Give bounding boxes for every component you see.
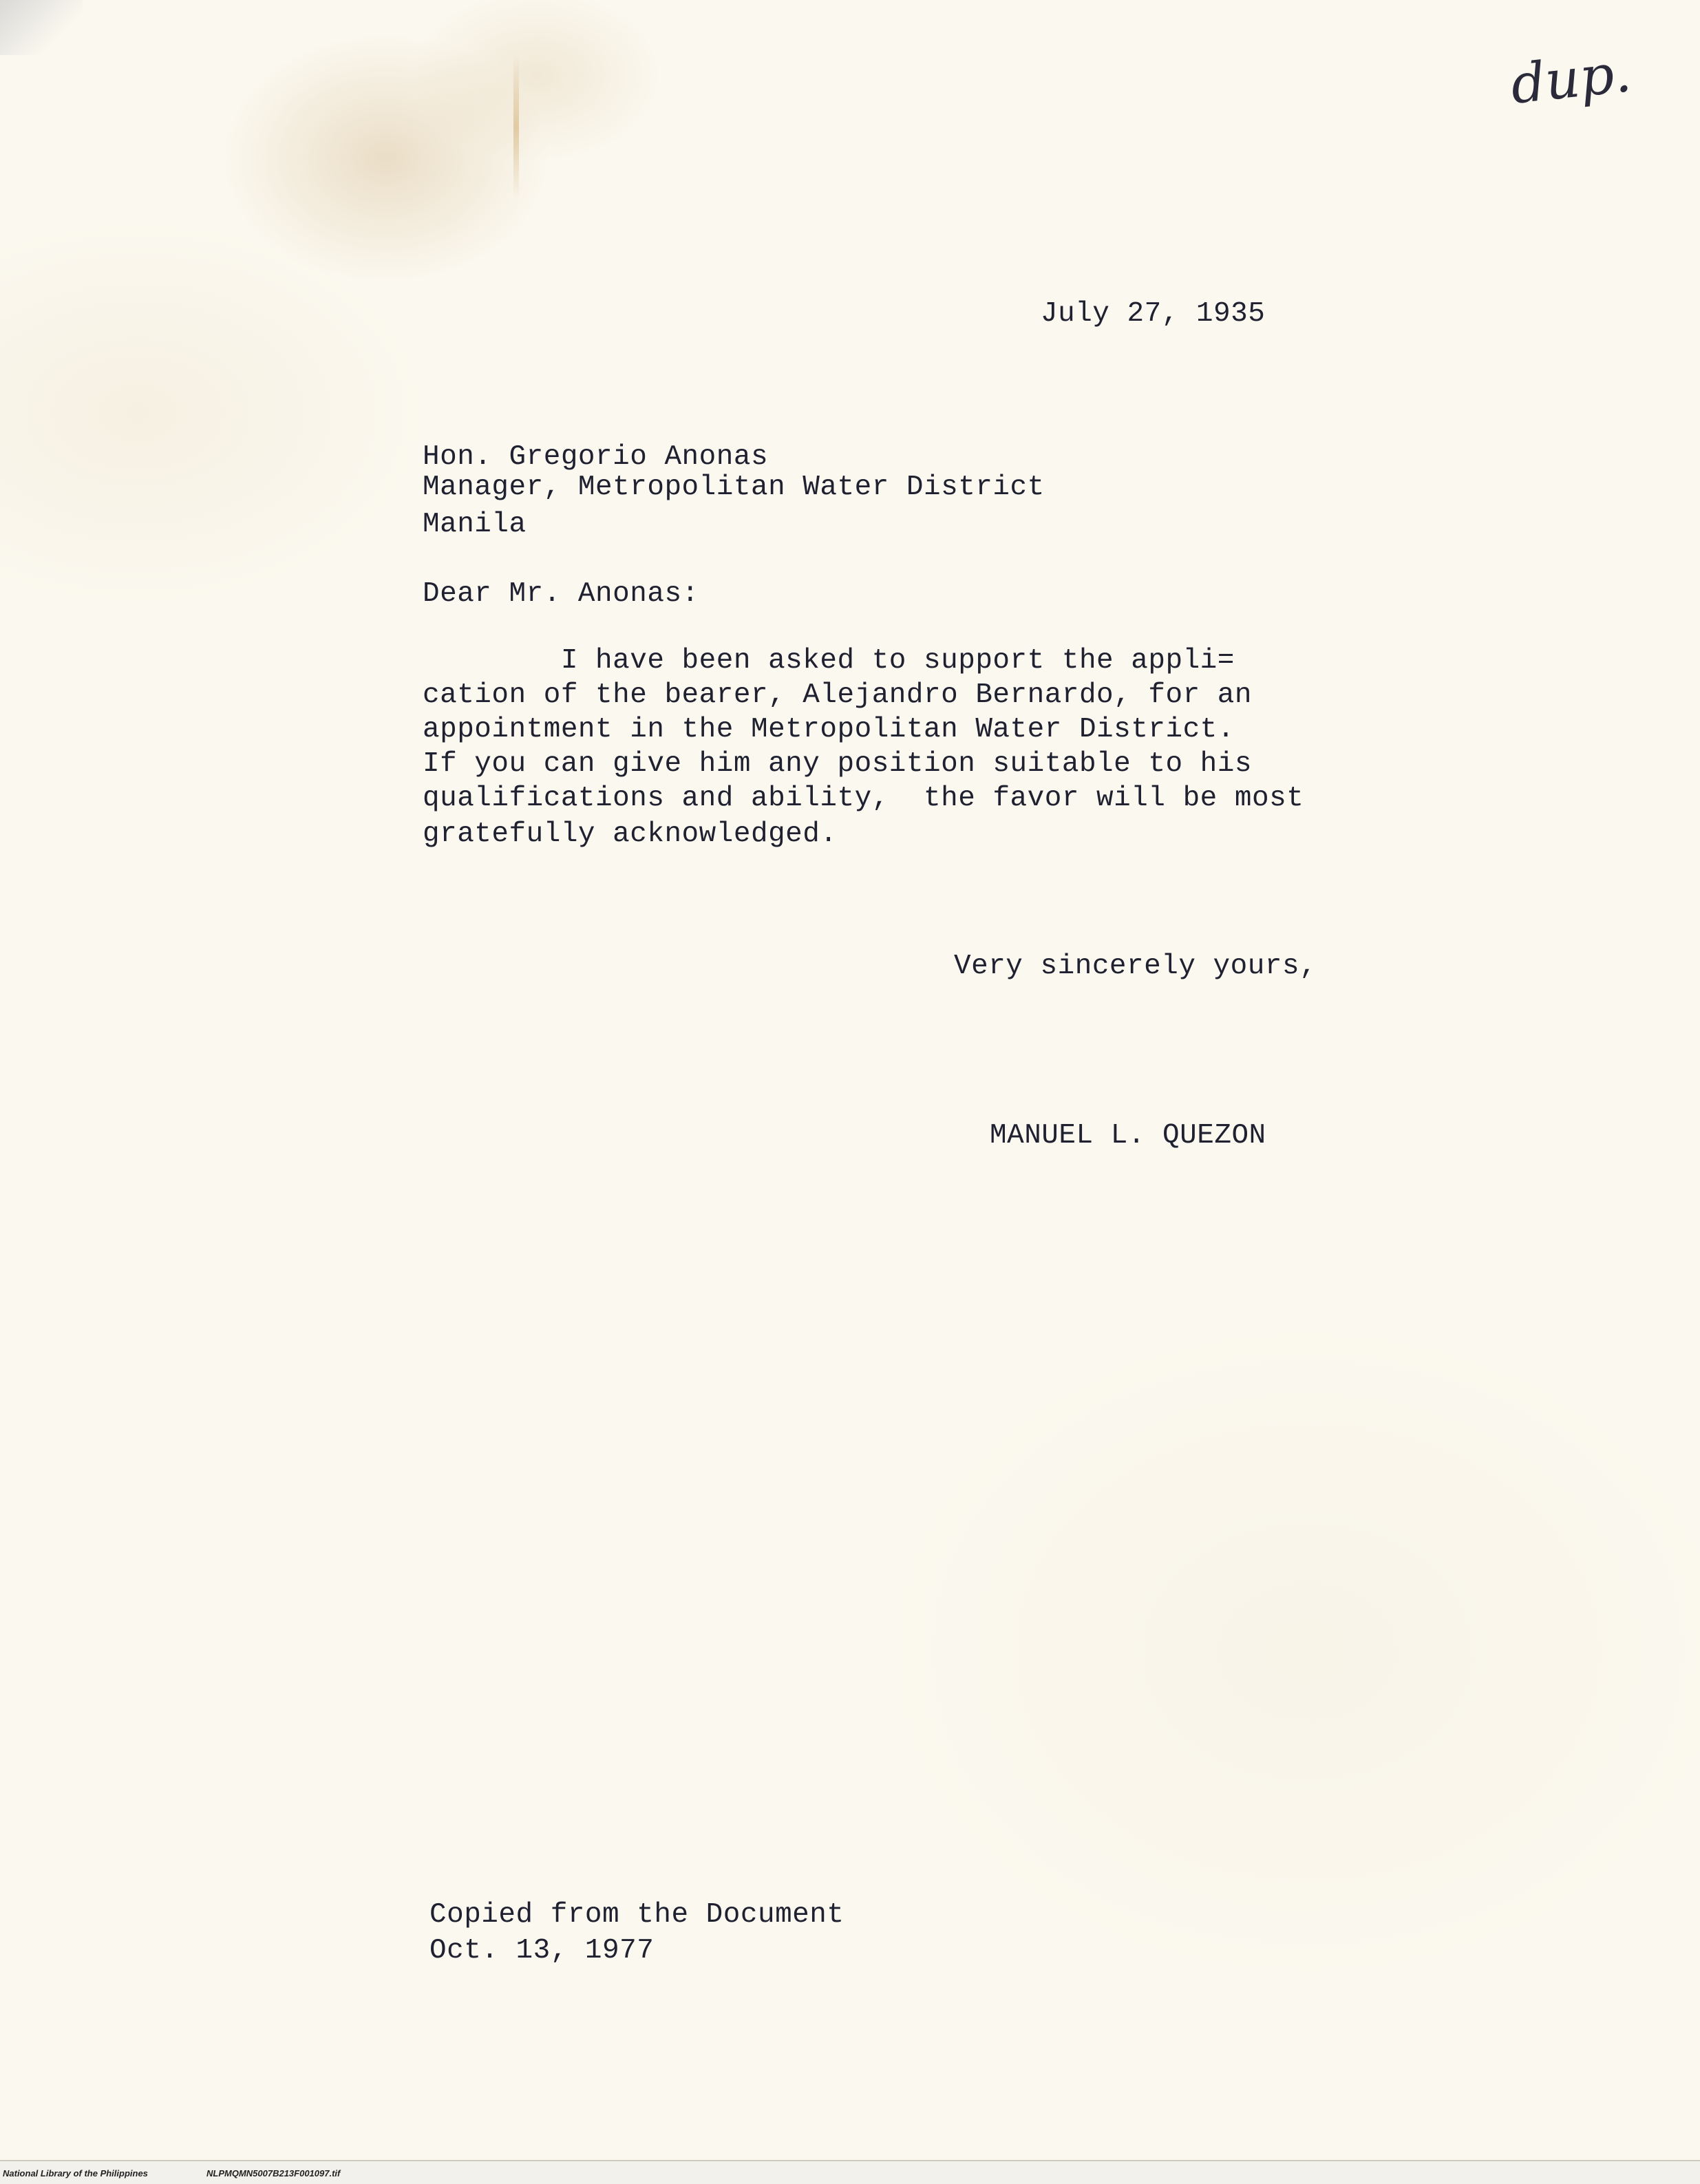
body-line: I have been asked to support the appli= bbox=[423, 645, 1235, 677]
letter-date: July 27, 1935 bbox=[1041, 298, 1266, 330]
footer-filename: NLPMQMN5007B213F001097.tif bbox=[206, 2168, 341, 2178]
handwritten-annotation: dup. bbox=[1507, 42, 1635, 116]
page-corner bbox=[0, 0, 83, 55]
recipient-city: Manila bbox=[423, 509, 527, 540]
salutation: Dear Mr. Anonas: bbox=[423, 578, 699, 610]
signature: MANUEL L. QUEZON bbox=[990, 1120, 1266, 1152]
recipient-name: Hon. Gregorio Anonas bbox=[423, 441, 769, 473]
body-line: appointment in the Metropolitan Water District. bbox=[423, 714, 1235, 745]
recipient-title: Manager, Metropolitan Water District bbox=[423, 471, 1045, 503]
body-line: qualifications and ability, the favor will be most bbox=[423, 783, 1304, 814]
closing: Very sincerely yours, bbox=[954, 951, 1317, 982]
copy-note-line1: Copied from the Document bbox=[429, 1899, 844, 1931]
water-stain bbox=[513, 55, 519, 200]
body-line: cation of the bearer, Alejandro Bernardo, for an bbox=[423, 679, 1252, 711]
copy-note-line2: Oct. 13, 1977 bbox=[429, 1935, 655, 1966]
body-line: gratefully acknowledged. bbox=[423, 818, 838, 850]
body-line: If you can give him any position suitable to his bbox=[423, 748, 1252, 780]
footer-library: National Library of the Philippines bbox=[3, 2168, 148, 2178]
